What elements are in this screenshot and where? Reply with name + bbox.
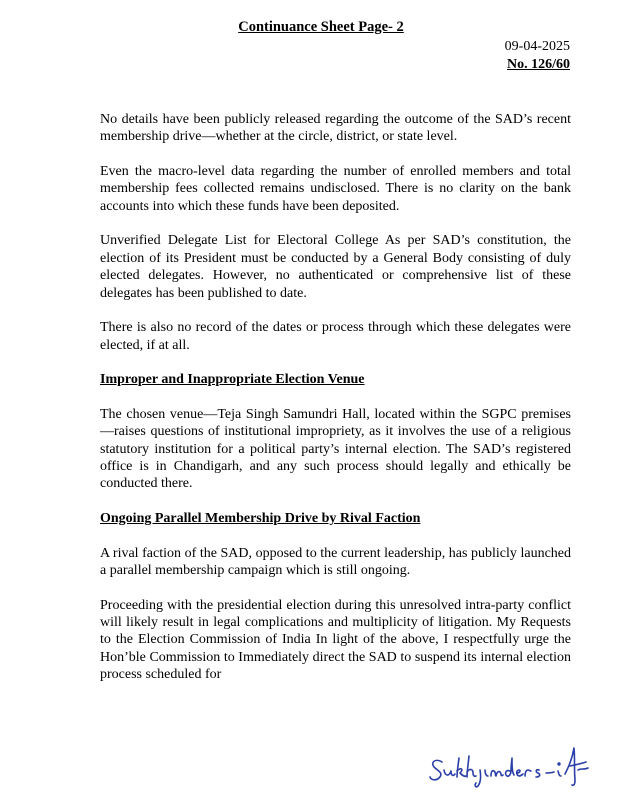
paragraph-delegate-list: Unverified Delegate List for Electoral College As per SAD’s constitution, the election of its President must be conducted by a General Body consisting of duly elected delegates. However, no authenticated or comprehensive list of these delegates has been published to date.: [100, 233, 571, 301]
letter-body: [100, 111, 571, 701]
paragraph-membership-data: Even the macro-level data regarding the number of enrolled members and total membership fees collected remains undisclosed. There is no clarity on the bank accounts into which these funds have been deposited.: [100, 164, 571, 214]
paragraph-membership-outcome: No details have been publicly released regarding the outcome of the SAD’s recent membership drive—whether at the circle, district, or state level.: [100, 112, 571, 145]
handwritten-signature: [428, 740, 598, 790]
reference-number: No. 126/60: [507, 57, 570, 72]
section-heading-venue: Improper and Inappropriate Election Venue: [100, 372, 365, 388]
paragraph-venue: The chosen venue—Teja Singh Samundri Hall, located within the SGPC premises—raises questions of institutional impropriety, as it involves the use of a religious statutory institution for a political party’s internal election. The SAD’s registered office is in Chandigarh, and any such process should legally and ethically be conducted there.: [100, 406, 571, 492]
paragraph-rival-faction: A rival faction of the SAD, opposed to the current leadership, has publicly launched a parallel membership campaign which is still ongoing.: [100, 545, 571, 579]
sheet-title: Continuance Sheet Page- 2: [238, 19, 404, 35]
letter-date: 09-04-2025: [504, 39, 570, 54]
paragraph-requests: Proceeding with the presidential election during this unresolved intra-party conflict will likely result in legal complications and multiplicity of litigation. My Requests to the Election Commission of India In light of the above, I respectfully urge the Hon’ble Commission to Immediately direct the SAD to suspend its internal election process scheduled for: [100, 597, 571, 683]
section-heading-parallel-drive: Ongoing Parallel Membership Drive by Rival Faction: [100, 511, 421, 527]
paragraph-delegate-election: There is also no record of the dates or process through which these delegates were elected, if at all.: [100, 320, 571, 353]
